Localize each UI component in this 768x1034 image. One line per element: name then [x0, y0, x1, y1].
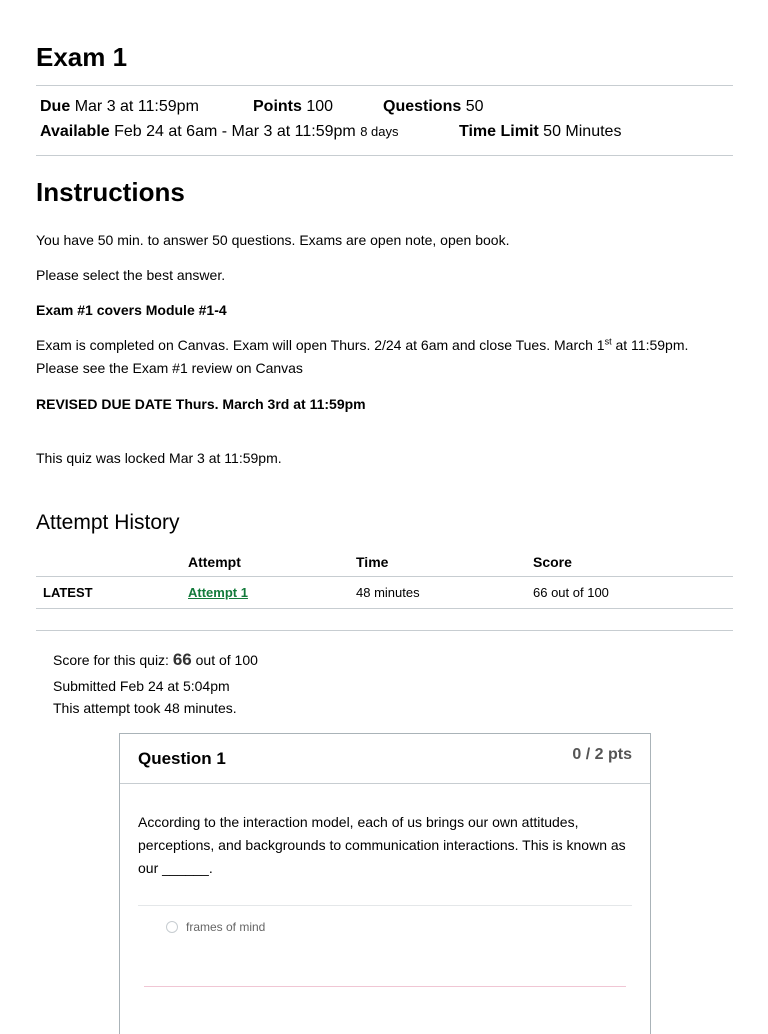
answer-highlight-edge	[144, 986, 626, 987]
questions-detail	[383, 96, 483, 118]
question-header	[120, 734, 650, 784]
available-days: 8 days	[360, 124, 399, 139]
instructions-text-5	[36, 393, 726, 416]
instructions-close-text: at 11:59pm. Please see the Exam #1 review on Canvas	[36, 337, 689, 376]
ordinal-suffix: st	[604, 336, 612, 347]
table-row	[36, 577, 733, 609]
attempt-cell	[181, 577, 349, 609]
divider	[36, 630, 733, 631]
instructions-text-1: You have 50 min. to answer 50 questions. Exams are open note, open book.	[36, 232, 510, 248]
questions-label: Questions	[383, 98, 462, 115]
quiz-title: Exam 1	[36, 42, 128, 72]
quiz-score	[53, 649, 258, 671]
instructions-text-4	[36, 334, 726, 380]
column-header-score: Score	[526, 548, 733, 577]
answer-label: frames of mind	[186, 920, 266, 934]
available-label: Available	[40, 123, 110, 140]
instructions-heading: Instructions	[36, 177, 185, 207]
locked-notice: This quiz was locked Mar 3 at 11:59pm.	[36, 450, 282, 466]
latest-label: LATEST	[36, 577, 181, 609]
revised-due-date: REVISED DUE DATE Thurs. March 3rd at 11:59pm	[36, 396, 366, 412]
time-cell: 48 minutes	[349, 577, 526, 609]
column-header	[36, 548, 181, 577]
score-suffix: out of 100	[195, 652, 258, 668]
question-name: Question 1	[138, 749, 226, 768]
score-cell: 66 out of 100	[526, 577, 733, 609]
answer-divider	[138, 905, 632, 906]
question-points: 0 / 2 pts	[572, 746, 632, 763]
column-header-attempt: Attempt	[181, 548, 349, 577]
attempt-link[interactable]: Attempt 1	[188, 585, 248, 600]
points-detail	[253, 96, 333, 118]
points-label: Points	[253, 98, 302, 115]
column-header-time: Time	[349, 548, 526, 577]
time-limit-label: Time Limit	[459, 123, 539, 140]
radio-button-icon[interactable]	[166, 921, 178, 933]
due-detail	[40, 96, 199, 118]
due-label: Due	[40, 98, 71, 115]
time-limit-detail	[459, 121, 621, 143]
question-text: According to the interaction model, each of us brings our own attitudes, perceptions, and backgrounds to communication interactions. This is known as our ______.	[138, 814, 626, 876]
points-value: 100	[306, 98, 334, 115]
question-card	[119, 733, 651, 1034]
instructions-text-2: Please select the best answer.	[36, 267, 226, 283]
due-value: Mar 3 at 11:59pm	[74, 98, 199, 115]
table-header-row	[36, 548, 733, 577]
answer-option[interactable]	[166, 920, 265, 934]
instructions-text-3	[36, 299, 726, 322]
questions-value: 50	[465, 98, 484, 115]
time-limit-value: 50 Minutes	[543, 123, 622, 140]
divider	[36, 85, 733, 86]
submitted-time: Submitted Feb 24 at 5:04pm	[53, 678, 230, 694]
available-detail	[40, 121, 399, 143]
attempt-history-heading: Attempt History	[36, 511, 180, 534]
attempt-history-table	[36, 548, 733, 609]
score-prefix: Score for this quiz:	[53, 652, 169, 668]
instructions-module-note: Exam #1 covers Module #1-4	[36, 302, 227, 318]
attempt-duration: This attempt took 48 minutes.	[53, 700, 237, 716]
score-value: 66	[172, 650, 192, 669]
instructions-open-text: Exam is completed on Canvas. Exam will open Thurs. 2/24 at 6am and close Tues. March 1	[36, 337, 605, 353]
divider	[36, 155, 733, 156]
available-value: Feb 24 at 6am - Mar 3 at 11:59pm	[114, 123, 356, 140]
